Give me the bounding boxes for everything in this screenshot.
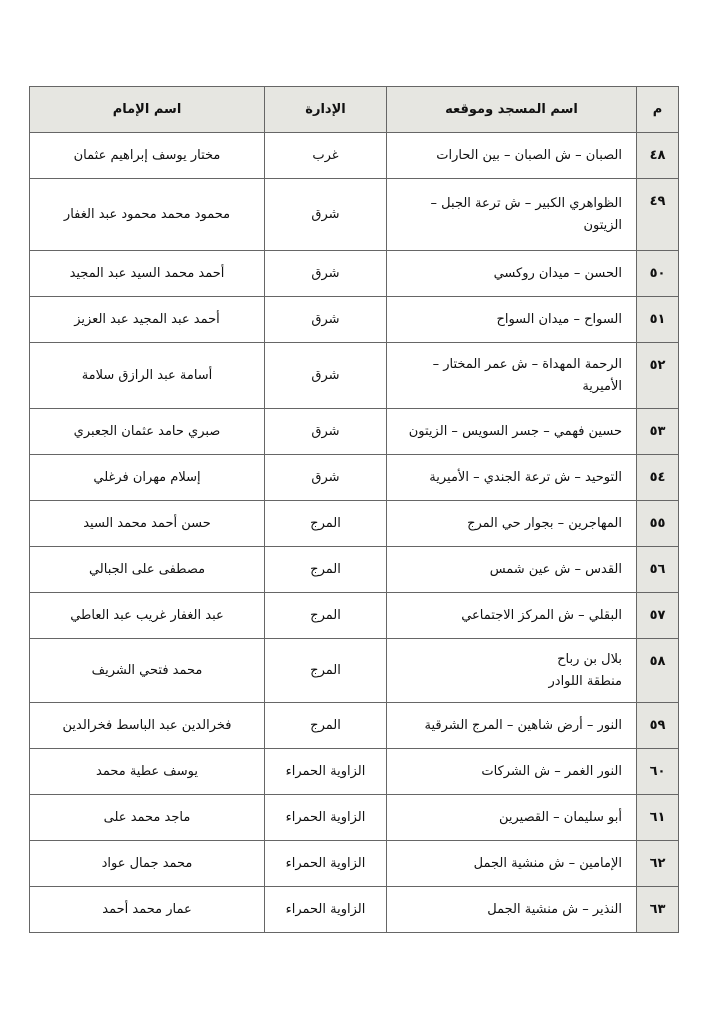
admin-cell: شرق <box>265 455 387 501</box>
row-number: ٥٣ <box>637 409 679 455</box>
row-number: ٥٦ <box>637 547 679 593</box>
header-imam: اسم الإمام <box>30 87 265 133</box>
mosque-name-line: التوحيد – ش ترعة الجندي – الأميرية <box>429 469 622 485</box>
table-row <box>30 703 679 749</box>
mosque-name-line: الزيتون <box>583 217 622 233</box>
mosque-name-line: الحسن – ميدان روكسي <box>493 265 622 281</box>
table-row <box>30 251 679 297</box>
mosque-name-line: حسين فهمي – جسر السويس – الزيتون <box>408 423 622 439</box>
table-row <box>30 547 679 593</box>
header-mosque: اسم المسجد وموقعه <box>387 87 637 133</box>
row-number: ٥٢ <box>637 343 679 409</box>
mosque-name-line: القدس – ش عين شمس <box>489 561 622 577</box>
table-row <box>30 179 679 251</box>
mosque-name-line: بلال بن رباح <box>557 651 622 667</box>
mosque-cell <box>387 547 637 593</box>
row-number: ٦٢ <box>637 841 679 887</box>
row-number: ٥١ <box>637 297 679 343</box>
mosque-cell <box>387 297 637 343</box>
mosque-name-line: الرحمة المهداة – ش عمر المختار – <box>432 356 622 372</box>
mosque-name-line: الأميرية <box>582 378 622 394</box>
table-row <box>30 297 679 343</box>
table-row <box>30 343 679 409</box>
mosque-name-line: الظواهري الكبير – ش ترعة الجبل – <box>430 195 622 211</box>
imam-cell: أحمد عبد المجيد عبد العزيز <box>30 297 265 343</box>
admin-cell: المرج <box>265 703 387 749</box>
imam-cell: حسن أحمد محمد السيد <box>30 501 265 547</box>
imam-cell: فخرالدين عبد الباسط فخرالدين <box>30 703 265 749</box>
row-number: ٥٩ <box>637 703 679 749</box>
imam-cell: يوسف عطية محمد <box>30 749 265 795</box>
imam-cell: صبري حامد عثمان الجعبري <box>30 409 265 455</box>
imam-cell: محمود محمد محمود عبد الغفار <box>30 179 265 251</box>
row-number: ٥٧ <box>637 593 679 639</box>
admin-cell: شرق <box>265 409 387 455</box>
mosque-name-line: السواح – ميدان السواح <box>496 311 622 327</box>
mosque-cell <box>387 887 637 933</box>
admin-cell: شرق <box>265 297 387 343</box>
imam-cell: مصطفى على الجبالي <box>30 547 265 593</box>
admin-cell: غرب <box>265 133 387 179</box>
admin-cell: المرج <box>265 639 387 703</box>
imam-cell: إسلام مهران فرغلي <box>30 455 265 501</box>
admin-cell: شرق <box>265 251 387 297</box>
table-row <box>30 593 679 639</box>
header-admin: الإدارة <box>265 87 387 133</box>
admin-cell: الزاوية الحمراء <box>265 749 387 795</box>
row-number: ٦٠ <box>637 749 679 795</box>
mosque-cell <box>387 749 637 795</box>
admin-cell: المرج <box>265 501 387 547</box>
mosque-name-line: النذير – ش منشية الجمل <box>487 901 622 917</box>
row-number: ٥٥ <box>637 501 679 547</box>
table-row <box>30 409 679 455</box>
header-number: م <box>637 87 679 133</box>
imam-cell: مختار يوسف إبراهيم عثمان <box>30 133 265 179</box>
imam-cell: عمار محمد أحمد <box>30 887 265 933</box>
table-row <box>30 841 679 887</box>
imam-cell: عبد الغفار غريب عبد العاطي <box>30 593 265 639</box>
mosque-cell <box>387 841 637 887</box>
admin-cell: شرق <box>265 179 387 251</box>
row-number: ٦١ <box>637 795 679 841</box>
table-body <box>30 133 679 933</box>
mosque-name-line: النور الغمر – ش الشركات <box>481 763 622 779</box>
table-row <box>30 133 679 179</box>
mosque-cell <box>387 501 637 547</box>
mosque-cell <box>387 593 637 639</box>
imam-cell: محمد جمال عواد <box>30 841 265 887</box>
admin-cell: المرج <box>265 593 387 639</box>
admin-cell: شرق <box>265 343 387 409</box>
table-row <box>30 749 679 795</box>
admin-cell: المرج <box>265 547 387 593</box>
imam-cell: محمد فتحي الشريف <box>30 639 265 703</box>
mosque-cell <box>387 455 637 501</box>
imam-cell: ماجد محمد على <box>30 795 265 841</box>
header-row <box>30 87 679 133</box>
row-number: ٦٣ <box>637 887 679 933</box>
mosque-name-line: أبو سليمان – القصيرين <box>498 809 622 825</box>
row-number: ٤٩ <box>637 179 679 251</box>
table-row <box>30 887 679 933</box>
table-row <box>30 639 679 703</box>
mosque-name-line: منطقة اللوادر <box>548 673 622 689</box>
mosque-cell <box>387 251 637 297</box>
mosque-cell <box>387 133 637 179</box>
row-number: ٥٠ <box>637 251 679 297</box>
imam-cell: أسامة عبد الرازق سلامة <box>30 343 265 409</box>
mosque-table <box>29 86 679 933</box>
mosque-cell <box>387 795 637 841</box>
imam-cell: أحمد محمد السيد عبد المجيد <box>30 251 265 297</box>
mosque-name-line: النور – أرض شاهين – المرج الشرقية <box>424 717 622 733</box>
table-row <box>30 795 679 841</box>
mosque-cell <box>387 703 637 749</box>
mosque-name-line: المهاجرين – بجوار حي المرج <box>467 515 622 531</box>
admin-cell: الزاوية الحمراء <box>265 887 387 933</box>
mosque-name-line: الصبان – ش الصبان – بين الحارات <box>436 147 622 163</box>
table-row <box>30 455 679 501</box>
table-row <box>30 501 679 547</box>
mosque-cell <box>387 409 637 455</box>
mosque-name-line: الإمامين – ش منشية الجمل <box>473 855 622 871</box>
table-header <box>30 87 679 133</box>
mosque-cell <box>387 639 637 703</box>
row-number: ٥٨ <box>637 639 679 703</box>
mosque-cell <box>387 343 637 409</box>
admin-cell: الزاوية الحمراء <box>265 795 387 841</box>
mosque-name-line: البقلي – ش المركز الاجتماعي <box>461 607 622 623</box>
row-number: ٥٤ <box>637 455 679 501</box>
admin-cell: الزاوية الحمراء <box>265 841 387 887</box>
mosque-cell <box>387 179 637 251</box>
row-number: ٤٨ <box>637 133 679 179</box>
